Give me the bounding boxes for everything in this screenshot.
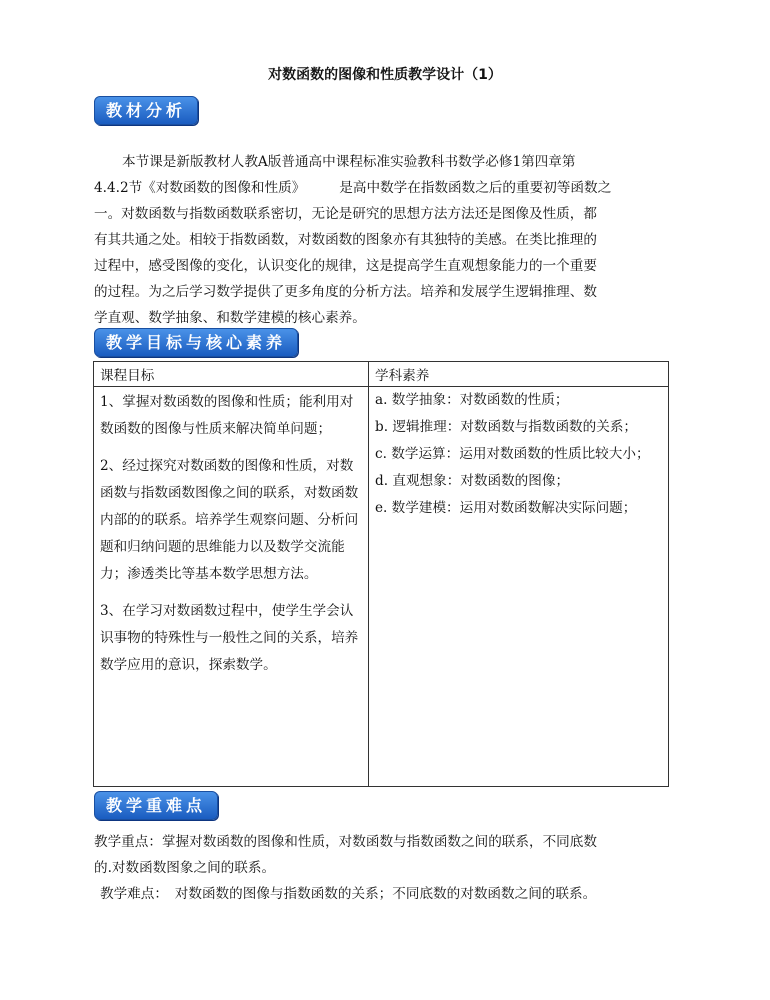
- analysis-paragraph: [94, 149, 674, 331]
- analysis-line: 过程中，感受图像的变化，认识变化的规律，这是提高学生直观想象能力的一个重要: [94, 258, 597, 274]
- objective-item: 2、经过探究对数函数的图像和性质，对数函数与指数函数图像之间的联系，对数函数内部的的联系。培养学生观察问题、分析问题和归纳问题的思维能力以及数学交流能力；渗透类比等基本数学思想方法。: [100, 458, 359, 582]
- competency-item: c. 数学运算：运用对数函数的性质比较大小；: [375, 446, 650, 462]
- analysis-line: 学直观、数学抽象、和数学建模的核心素养。: [94, 310, 366, 326]
- key-points-block: [94, 829, 674, 907]
- goals-table: [93, 361, 669, 787]
- analysis-line: 有其共通之处。相较于指数函数，对数函数的图象亦有其独特的美感。在类比推理的: [94, 232, 597, 248]
- competency-item: b. 逻辑推理：对数函数与指数函数的关系；: [375, 419, 638, 435]
- header-subject-competencies: 学科素养: [369, 362, 669, 387]
- teaching-focus-line: 的.对数函数图象之间的联系。: [94, 860, 276, 876]
- header-course-objectives: 课程目标: [94, 362, 369, 387]
- analysis-line: 一。对数函数与指数函数联系密切，无论是研究的思想方法方法还是图像及性质，都: [94, 206, 597, 222]
- goals-table-body-row: [94, 387, 669, 787]
- competencies-cell: [369, 387, 669, 787]
- objectives-cell: [94, 387, 369, 787]
- section-badge-key-points: 教学重难点: [94, 791, 218, 820]
- competency-item: a. 数学抽象：对数函数的性质；: [375, 392, 569, 408]
- teaching-difficulty-line: 教学难点： 对数函数的图像与指数函数的关系；不同底数的对数函数之间的联系。: [100, 886, 597, 902]
- section-badge-goals: 教学目标与核心素养: [94, 328, 298, 357]
- analysis-line: 的过程。为之后学习数学提供了更多角度的分析方法。培养和发展学生逻辑推理、数: [94, 284, 597, 300]
- objective-item: 1、掌握对数函数的图像和性质；能利用对数函数的图像与性质来解决简单问题；: [100, 394, 354, 437]
- objective-item: 3、在学习对数函数过程中，使学生学会认识事物的特殊性与一般性之间的关系，培养数学应用的意识，探索数学。: [100, 603, 359, 673]
- teaching-focus-line: 教学重点：掌握对数函数的图像和性质，对数函数与指数函数之间的联系，不同底数: [94, 834, 597, 850]
- competency-item: e. 数学建模：运用对数函数解决实际问题；: [375, 500, 637, 516]
- competency-item: d. 直观想象：对数函数的图像；: [375, 473, 570, 489]
- section-badge-analysis: 教材分析: [94, 96, 198, 125]
- goals-table-header-row: [94, 362, 669, 387]
- analysis-line: 4.4.2节《对数函数的图像和性质》 是高中数学在指数函数之后的重要初等函数之: [94, 180, 612, 196]
- analysis-line: 本节课是新版教材人教A版普通高中课程标准实验教科书数学必修1第四章第: [122, 154, 576, 170]
- document-title: 对数函数的图像和性质教学设计（1）: [268, 67, 502, 83]
